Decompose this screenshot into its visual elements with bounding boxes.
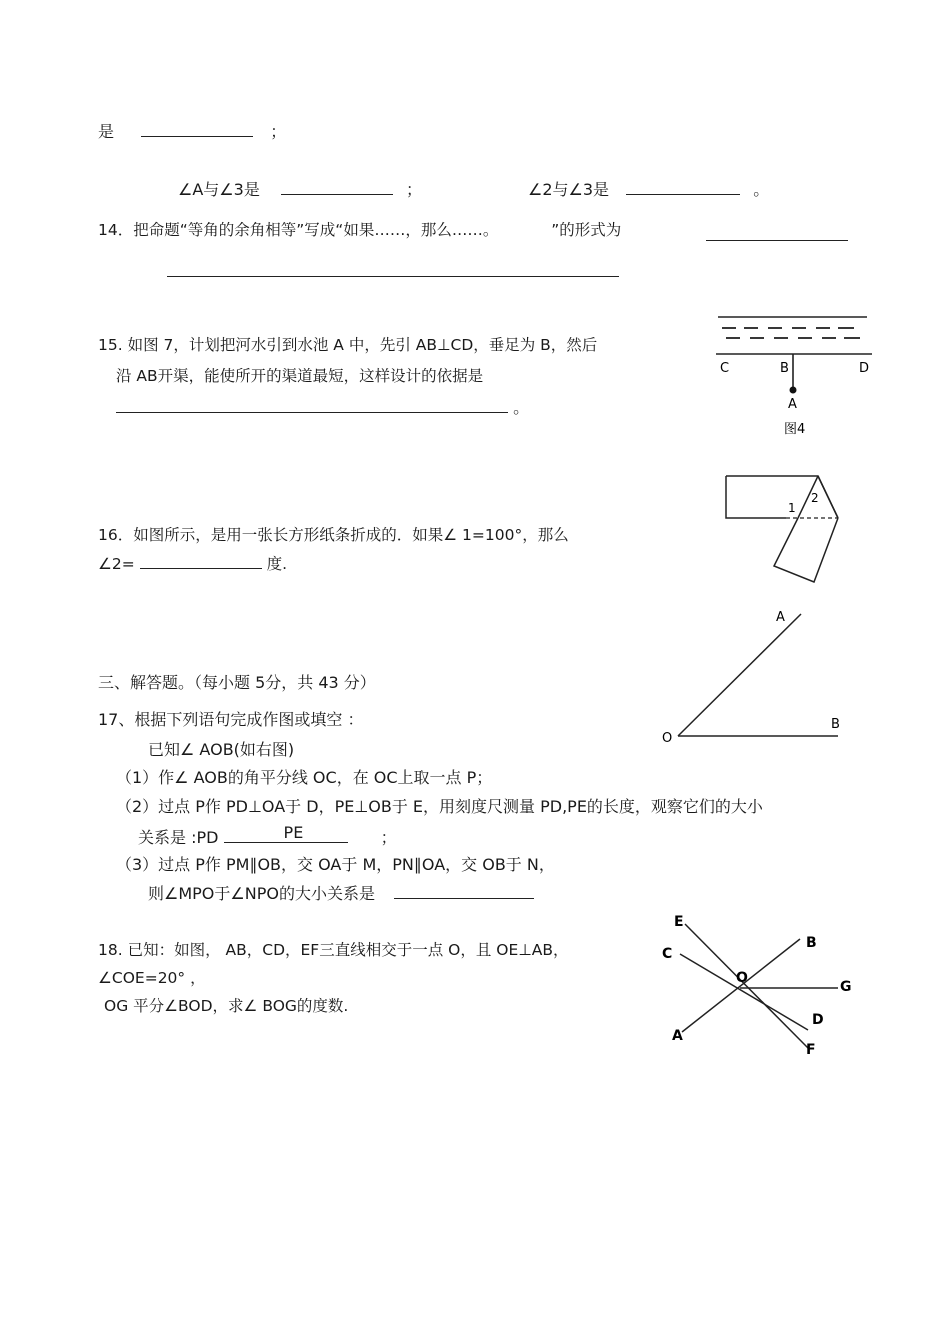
q17-step3b — [148, 882, 534, 904]
q17-step3: （3）过点 P作 PM∥OB，交 OA于 M，PN∥OA，交 OB于 N， — [116, 855, 555, 874]
q17-relation-blank[interactable] — [394, 882, 534, 899]
q17-line1: 17、根据下列语句完成作图或填空 ： — [98, 710, 364, 729]
q14-answer-blank-2[interactable] — [167, 260, 619, 277]
q17-step2b-mid: PE — [283, 823, 304, 842]
q18-line2: ∠COE=20° ， — [98, 969, 206, 987]
q16-unit: 度. — [266, 555, 288, 573]
separator: ； — [406, 180, 423, 199]
q18-line1: 18. 已知：如图， AB，CD，EF三直线相交于一点 O，且 OE⊥AB， — [98, 941, 569, 959]
label-c: C — [720, 361, 730, 376]
angle-a-3-label: ∠A与∠3是 — [178, 180, 260, 199]
fill-line-3 — [528, 178, 769, 200]
q17-given: 已知∠ AOB(如右图) — [148, 740, 295, 759]
q15-river-figure — [712, 308, 882, 438]
fill-prefix: 是 — [98, 122, 115, 141]
q17-step3b-text: 则∠MPO于∠NPO的大小关系是 — [148, 884, 375, 903]
q16-line2 — [98, 552, 287, 574]
q14-text2: ”的形式为 — [551, 221, 622, 239]
label-a: A — [776, 610, 785, 625]
q17-step2b — [138, 823, 397, 848]
label-g: G — [840, 979, 852, 995]
q16-answer-blank[interactable] — [140, 552, 262, 569]
q14-answer-blank-1[interactable] — [706, 224, 848, 241]
q15-end-mark: 。 — [513, 398, 530, 417]
label-a: A — [788, 397, 797, 412]
label-d: D — [812, 1012, 824, 1028]
label-c: C — [662, 946, 673, 962]
answer-blank[interactable] — [281, 178, 393, 195]
q16-line1: 16．如图所示，是用一张长方形纸条折成的．如果∠ 1=100°，那么 — [98, 526, 569, 544]
label-2: 2 — [811, 491, 819, 505]
q17-step2b-suffix: ； — [380, 828, 397, 847]
q16-folded-strip-figure — [722, 470, 852, 590]
label-f: F — [806, 1042, 816, 1058]
q18-line3: OG 平分∠BOD，求∠ BOG的度数. — [104, 997, 349, 1015]
figure-caption: 图4 — [784, 422, 806, 437]
label-b: B — [806, 935, 817, 951]
q14-text: 14．把命题“等角的余角相等”写成“如果……，那么……。 — [98, 221, 499, 239]
label-o: O — [662, 731, 673, 746]
label-d: D — [859, 361, 870, 376]
fill-line-1 — [98, 120, 286, 142]
label-e: E — [674, 914, 684, 930]
label-1: 1 — [788, 501, 796, 515]
label-a: A — [672, 1028, 683, 1044]
q18-intersecting-lines-figure — [660, 912, 860, 1062]
fill-line-2 — [178, 178, 422, 200]
q17-angle-aob-figure — [660, 605, 850, 745]
q17-compare-blank[interactable] — [224, 823, 348, 843]
q15-answer-blank[interactable] — [116, 396, 508, 413]
q15-line2: 沿 AB开渠，能使所开的渠道最短，这样设计的依据是 — [116, 367, 484, 385]
q15-line1: 15. 如图 7，计划把河水引到水池 A 中，先引 AB⊥CD，垂足为 B，然后 — [98, 336, 598, 354]
q17-step2: （2）过点 P作 PD⊥OA于 D，PE⊥OB于 E，用刻度尺测量 PD,PE的长度，观察它们的大小 — [116, 797, 763, 816]
label-o: O — [736, 970, 748, 986]
answer-blank[interactable] — [141, 120, 253, 137]
label-b: B — [831, 717, 840, 732]
fill-suffix: ； — [270, 122, 287, 141]
q15-line3 — [116, 396, 529, 418]
q17-step1: （1）作∠ AOB的角平分线 OC，在 OC上取一点 P； — [116, 768, 493, 787]
q16-angle2-label: ∠2= — [98, 555, 135, 573]
label-b: B — [780, 361, 789, 376]
answer-blank[interactable] — [626, 178, 740, 195]
section-heading: 三、解答题。（每小题 5分，共 43 分） — [98, 673, 376, 692]
q14-line — [98, 220, 621, 240]
end-mark: 。 — [753, 180, 770, 199]
angle-2-3-label: ∠2与∠3是 — [528, 180, 610, 199]
q17-step2b-prefix: 关系是 :PD — [138, 828, 219, 847]
